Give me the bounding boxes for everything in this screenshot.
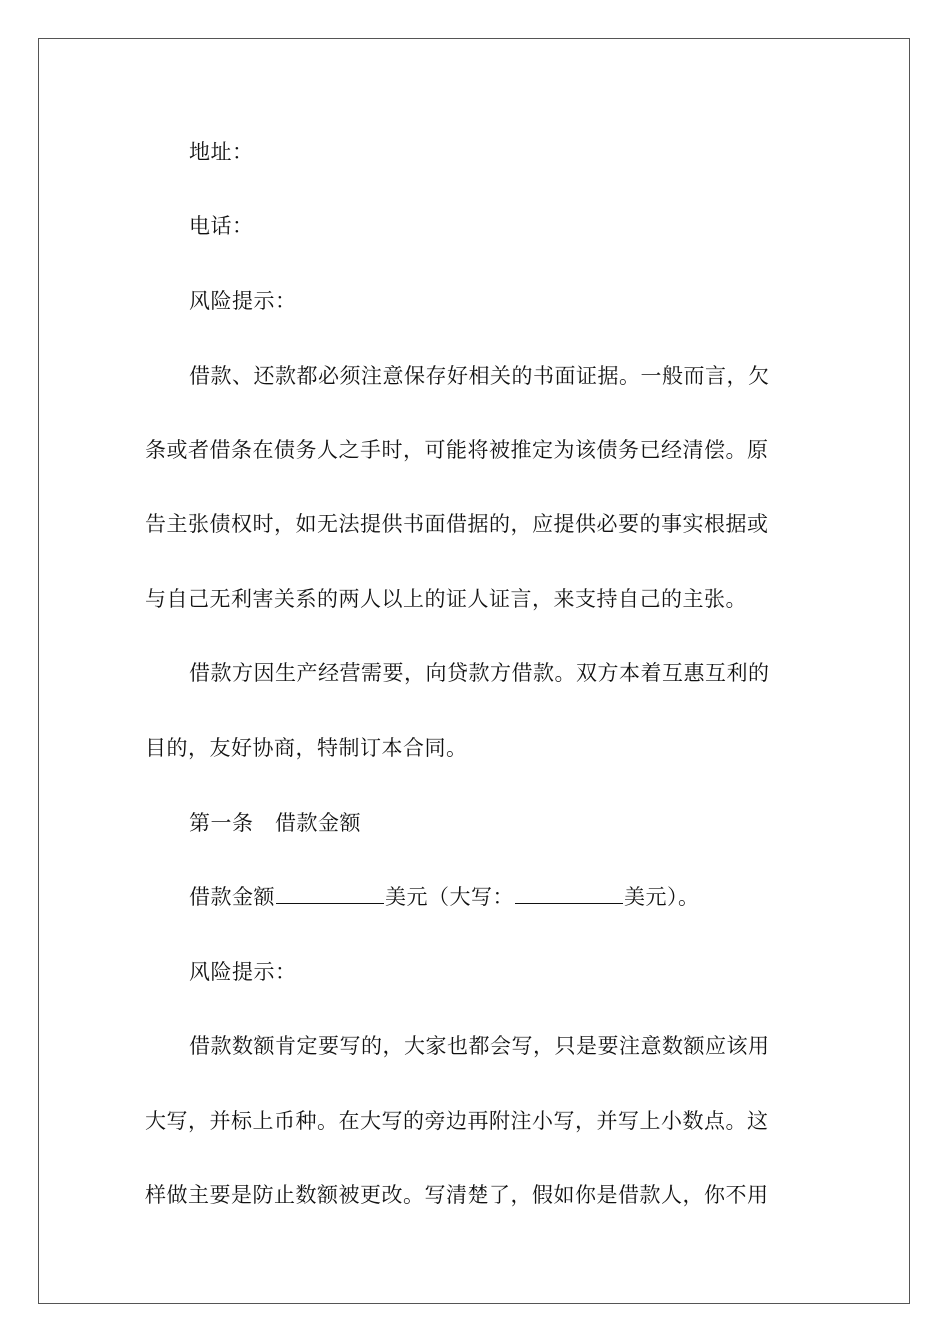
- paragraph-line: 条或者借条在债务人之手时，可能将被推定为该债务已经清偿。原: [145, 438, 769, 462]
- amount-middle: 美元（大写：: [385, 885, 514, 909]
- loan-amount-line: [189, 882, 805, 912]
- amount-prefix: 借款金额: [189, 885, 275, 909]
- paragraph-line: 样做主要是防止数额被更改。写清楚了，假如你是借款人，你不用: [145, 1183, 769, 1207]
- risk-tip-heading: 风险提示：: [189, 960, 297, 984]
- amount-uppercase-blank[interactable]: [515, 883, 623, 904]
- amount-suffix: 美元）。: [624, 885, 700, 909]
- paragraph-line: 目的，友好协商，特制订本合同。: [145, 736, 468, 760]
- risk-tip-heading: 风险提示：: [189, 289, 297, 313]
- amount-blank[interactable]: [276, 883, 384, 904]
- paragraph-line: 告主张债权时，如无法提供书面借据的，应提供必要的事实根据或: [145, 512, 769, 536]
- paragraph-line: 借款方因生产经营需要，向贷款方借款。双方本着互惠互利的: [189, 661, 770, 685]
- article-heading: 第一条 借款金额: [189, 811, 361, 835]
- phone-label: 电话：: [189, 214, 254, 238]
- paragraph-line: 借款、还款都必须注意保存好相关的书面证据。一般而言，欠: [189, 364, 770, 388]
- paragraph-line: 与自己无利害关系的两人以上的证人证言，来支持自己的主张。: [145, 587, 747, 611]
- paragraph-line: 大写，并标上币种。在大写的旁边再附注小写，并写上小数点。这: [145, 1109, 769, 1133]
- paragraph-line: 借款数额肯定要写的，大家也都会写，只是要注意数额应该用: [189, 1034, 770, 1058]
- address-label: 地址：: [189, 140, 254, 164]
